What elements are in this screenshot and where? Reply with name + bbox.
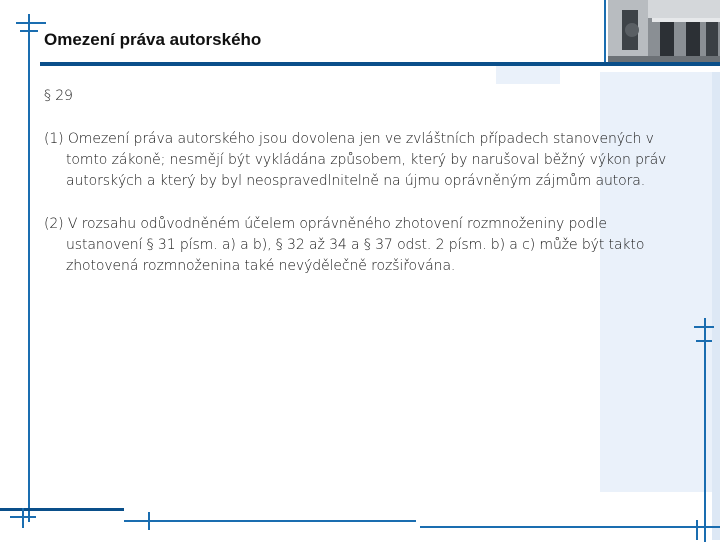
side-stripe <box>712 72 720 540</box>
building-photo <box>608 0 720 64</box>
bottom-right-cross-v <box>696 520 698 540</box>
top-left-horizontal-line <box>16 22 46 24</box>
right-cross-line-2 <box>696 340 712 342</box>
photo-left-line <box>604 0 606 66</box>
title-underline-accent <box>496 66 560 84</box>
bottom-mid-cross-v <box>148 512 150 530</box>
bottom-right-rule <box>420 526 720 528</box>
right-cross-line <box>694 326 714 328</box>
bottom-left-cross-v <box>22 508 24 528</box>
section-heading: § 29 <box>44 88 73 104</box>
title-underline <box>40 62 720 66</box>
paragraph-1: (1) Omezení práva autorského jsou dovolena jen ve zvláštních případech stanovených v tomto zákoně; nesmějí být vykládána způsobem, který by narušoval běžný výkon práv autorských a který by byl neospravedlnitelně na újmu oprávněným zájmům autora. <box>44 131 667 189</box>
top-left-vertical-line <box>28 14 30 522</box>
slide-body <box>44 86 672 299</box>
right-vertical-line <box>704 318 706 542</box>
bottom-left-rule <box>0 508 124 511</box>
slide-title: Omezení práva autorského <box>44 30 262 49</box>
bottom-mid-rule <box>124 520 416 522</box>
top-left-horizontal-line-2 <box>20 30 38 32</box>
paragraph-2: (2) V rozsahu odůvodněném účelem oprávněného zhotovení rozmnoženiny podle ustanovení § 31 písm. a) a b), § 32 až 34 a § 37 odst. 2 písm. b) a c) může být takto zhotovená rozmnoženina také nevýdělečně rozšiřována. <box>44 216 645 274</box>
